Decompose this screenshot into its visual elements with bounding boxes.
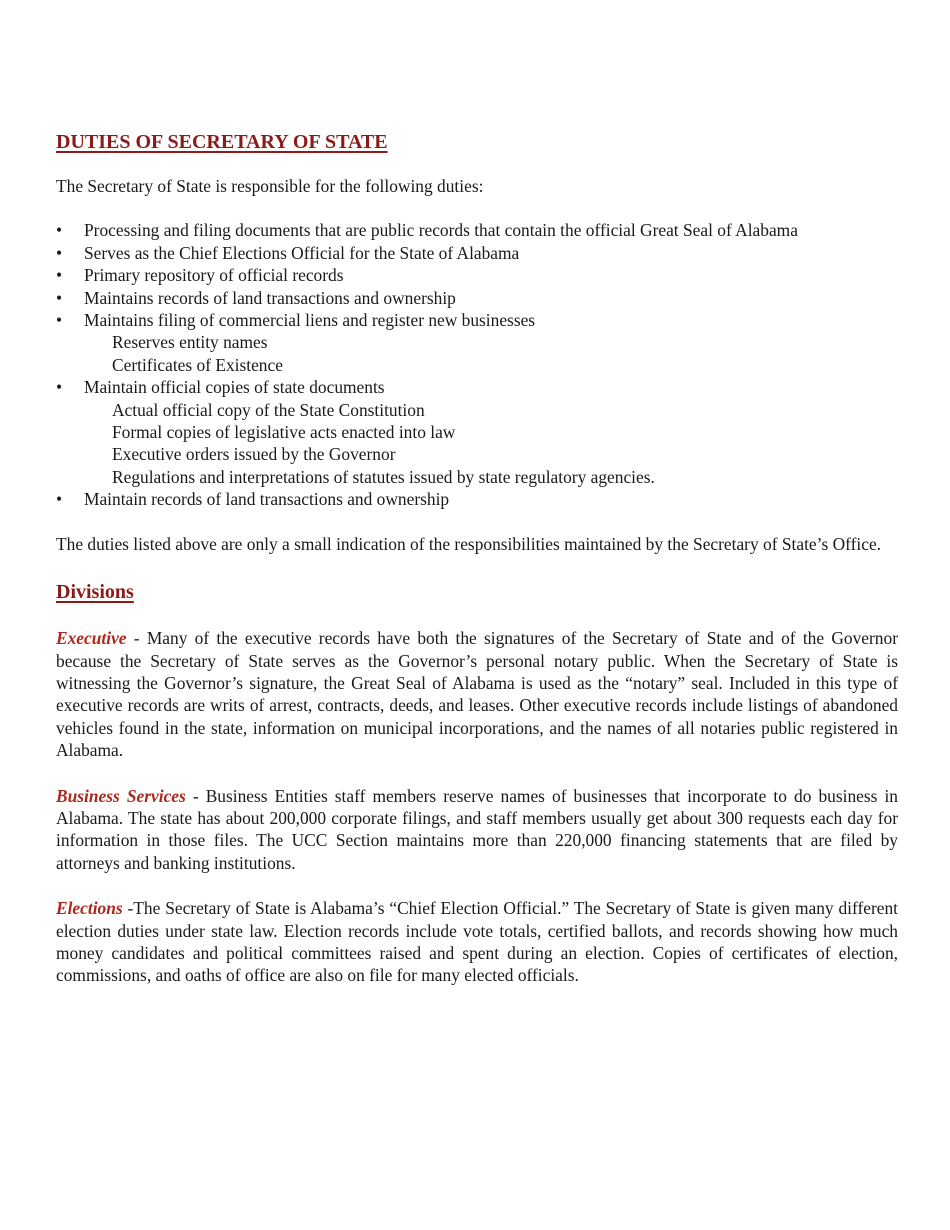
- duty-text: Maintains records of land transactions and ownership: [84, 287, 456, 308]
- duty-subitem: Regulations and interpretations of statutes issued by state regulatory agencies.: [112, 466, 655, 487]
- bullet-icon: •: [56, 220, 63, 241]
- bullet-icon: •: [56, 489, 63, 510]
- division-paragraph: [56, 785, 898, 875]
- duties-list: [56, 219, 898, 510]
- duty-item: [56, 309, 898, 376]
- document-page: [56, 130, 898, 987]
- division-paragraph: [56, 627, 898, 761]
- bullet-icon: •: [56, 310, 63, 331]
- duty-text: Maintains filing of commercial liens and register new businesses: [84, 310, 536, 331]
- duty-sublist: [84, 399, 898, 489]
- intro-paragraph: The Secretary of State is responsible for the following duties:: [56, 176, 484, 196]
- duty-subitem: Actual official copy of the State Constitution: [112, 399, 425, 420]
- duty-subitem: Reserves entity names: [112, 332, 268, 353]
- divisions-heading: Divisions: [56, 581, 134, 604]
- duty-subitem: Certificates of Existence: [112, 354, 283, 375]
- division-term: Executive: [56, 628, 127, 649]
- duty-item: [56, 264, 898, 286]
- duty-item: [56, 287, 898, 309]
- duty-item: [56, 242, 898, 264]
- page-title: DUTIES OF SECRETARY OF STATE: [56, 131, 388, 153]
- division-term: Business Services: [56, 785, 186, 806]
- duty-text: Serves as the Chief Elections Official for the State of Alabama: [84, 242, 520, 263]
- division-paragraph: [56, 897, 898, 987]
- closing-paragraph: The duties listed above are only a small indication of the responsibilities maintained by the Secretary of State’s Office.: [56, 533, 882, 554]
- duty-subitem: Formal copies of legislative acts enacted into law: [112, 422, 456, 443]
- division-term: Elections: [56, 898, 123, 919]
- division-text: -The Secretary of State is Alabama’s “Chief Election Official.” The Secretary of State is given many different election duties under state law. Election records include vote totals, certified ballots, and records showing how much money candidates and political committees raised and spent during an election. Copies of certificates of election, commissions, and oaths of office are also on file for many elected officials.: [56, 898, 898, 986]
- duty-text: Processing and filing documents that are public records that contain the official Great Seal of Alabama: [84, 220, 798, 241]
- bullet-icon: •: [56, 242, 63, 263]
- division-text: - Many of the executive records have both the signatures of the Secretary of State and of the Governor because the Secretary of State serves as the Governor’s personal notary public. When the Secretary of State is witnessing the Governor’s signature, the Great Seal of Alabama is used as the “notary” seal. Included in this type of executive records are writs of arrest, contracts, deeds, and leases. Other executive records include listings of abandoned vehicles found in the state, information on municipal incorporations, and the names of all notaries public registered in Alabama.: [56, 628, 898, 761]
- duty-item: [56, 376, 898, 488]
- duty-item: [56, 488, 898, 510]
- division-text: - Business Entities staff members reserve names of businesses that incorporate to do business in Alabama. The state has about 200,000 corporate filings, and staff members usually get about 300 requests each day for information in those files. The UCC Section maintains more than 220,000 financing statements that are filed by attorneys and banking institutions.: [56, 785, 898, 873]
- bullet-icon: •: [56, 377, 63, 398]
- duty-text: Primary repository of official records: [84, 265, 344, 286]
- duty-text: Maintain official copies of state documents: [84, 377, 385, 398]
- duty-subitem: Executive orders issued by the Governor: [112, 444, 396, 465]
- duty-sublist: [84, 331, 898, 376]
- divisions-section: [56, 627, 898, 987]
- bullet-icon: •: [56, 287, 63, 308]
- duty-text: Maintain records of land transactions and ownership: [84, 489, 450, 510]
- duty-item: [56, 219, 898, 241]
- bullet-icon: •: [56, 265, 63, 286]
